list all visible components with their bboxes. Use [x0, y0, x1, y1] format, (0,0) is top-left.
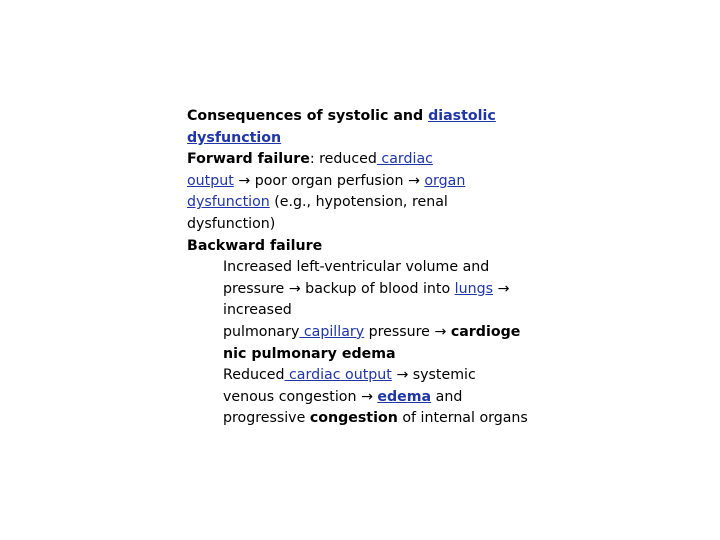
hyperlink[interactable]: output	[187, 172, 234, 189]
text-segment: Forward failure	[187, 151, 310, 168]
text-segment: pressure → backup of blood into	[223, 280, 455, 297]
text-line	[187, 300, 532, 322]
hyperlink[interactable]: edema	[377, 388, 432, 405]
text-line	[187, 171, 532, 193]
text-segment: increased	[223, 302, 292, 319]
text-line	[187, 214, 532, 236]
hyperlink[interactable]: lungs	[454, 280, 493, 297]
text-line	[187, 128, 532, 150]
hyperlink[interactable]: capillary	[299, 323, 365, 340]
text-segment: of internal organs	[397, 410, 528, 427]
text-line	[187, 365, 532, 387]
hyperlink[interactable]: dysfunction	[187, 194, 270, 211]
text-line	[187, 192, 532, 214]
text-segment: progressive	[223, 410, 310, 427]
text-segment: congestion	[309, 410, 398, 427]
text-line	[187, 279, 532, 301]
text-segment: pulmonary	[223, 323, 300, 340]
text-segment: nic pulmonary edema	[223, 345, 396, 362]
text-line	[187, 106, 532, 128]
text-segment: cardioge	[450, 323, 521, 340]
text-line	[187, 344, 532, 366]
text-segment: Consequences of systolic and	[187, 108, 429, 124]
text-line	[187, 322, 532, 344]
text-line	[187, 236, 532, 258]
hyperlink[interactable]: cardiac output	[284, 367, 392, 384]
text-line	[187, 257, 532, 279]
text-segment: and	[431, 388, 463, 405]
text-segment: →	[493, 280, 510, 297]
text-segment: venous congestion →	[223, 388, 378, 405]
hyperlink[interactable]: diastolic	[428, 108, 496, 124]
text-line	[187, 149, 532, 171]
text-line	[187, 408, 532, 430]
text-segment: Reduced	[223, 367, 285, 384]
text-segment: pressure →	[364, 323, 451, 340]
hyperlink[interactable]: organ	[424, 172, 466, 189]
text-segment: → systemic	[391, 367, 476, 384]
hyperlink[interactable]: dysfunction	[187, 129, 282, 146]
slide-text-block	[187, 106, 532, 430]
text-segment: Backward failure	[187, 237, 323, 254]
text-segment: Increased left-ventricular volume and	[223, 259, 490, 276]
text-segment: (e.g., hypotension, renal	[269, 194, 448, 211]
text-segment: : reduced	[309, 151, 377, 168]
text-segment: → poor organ perfusion →	[233, 172, 425, 189]
text-segment: dysfunction)	[187, 215, 276, 232]
text-line	[187, 387, 532, 409]
hyperlink[interactable]: cardiac	[376, 151, 433, 168]
